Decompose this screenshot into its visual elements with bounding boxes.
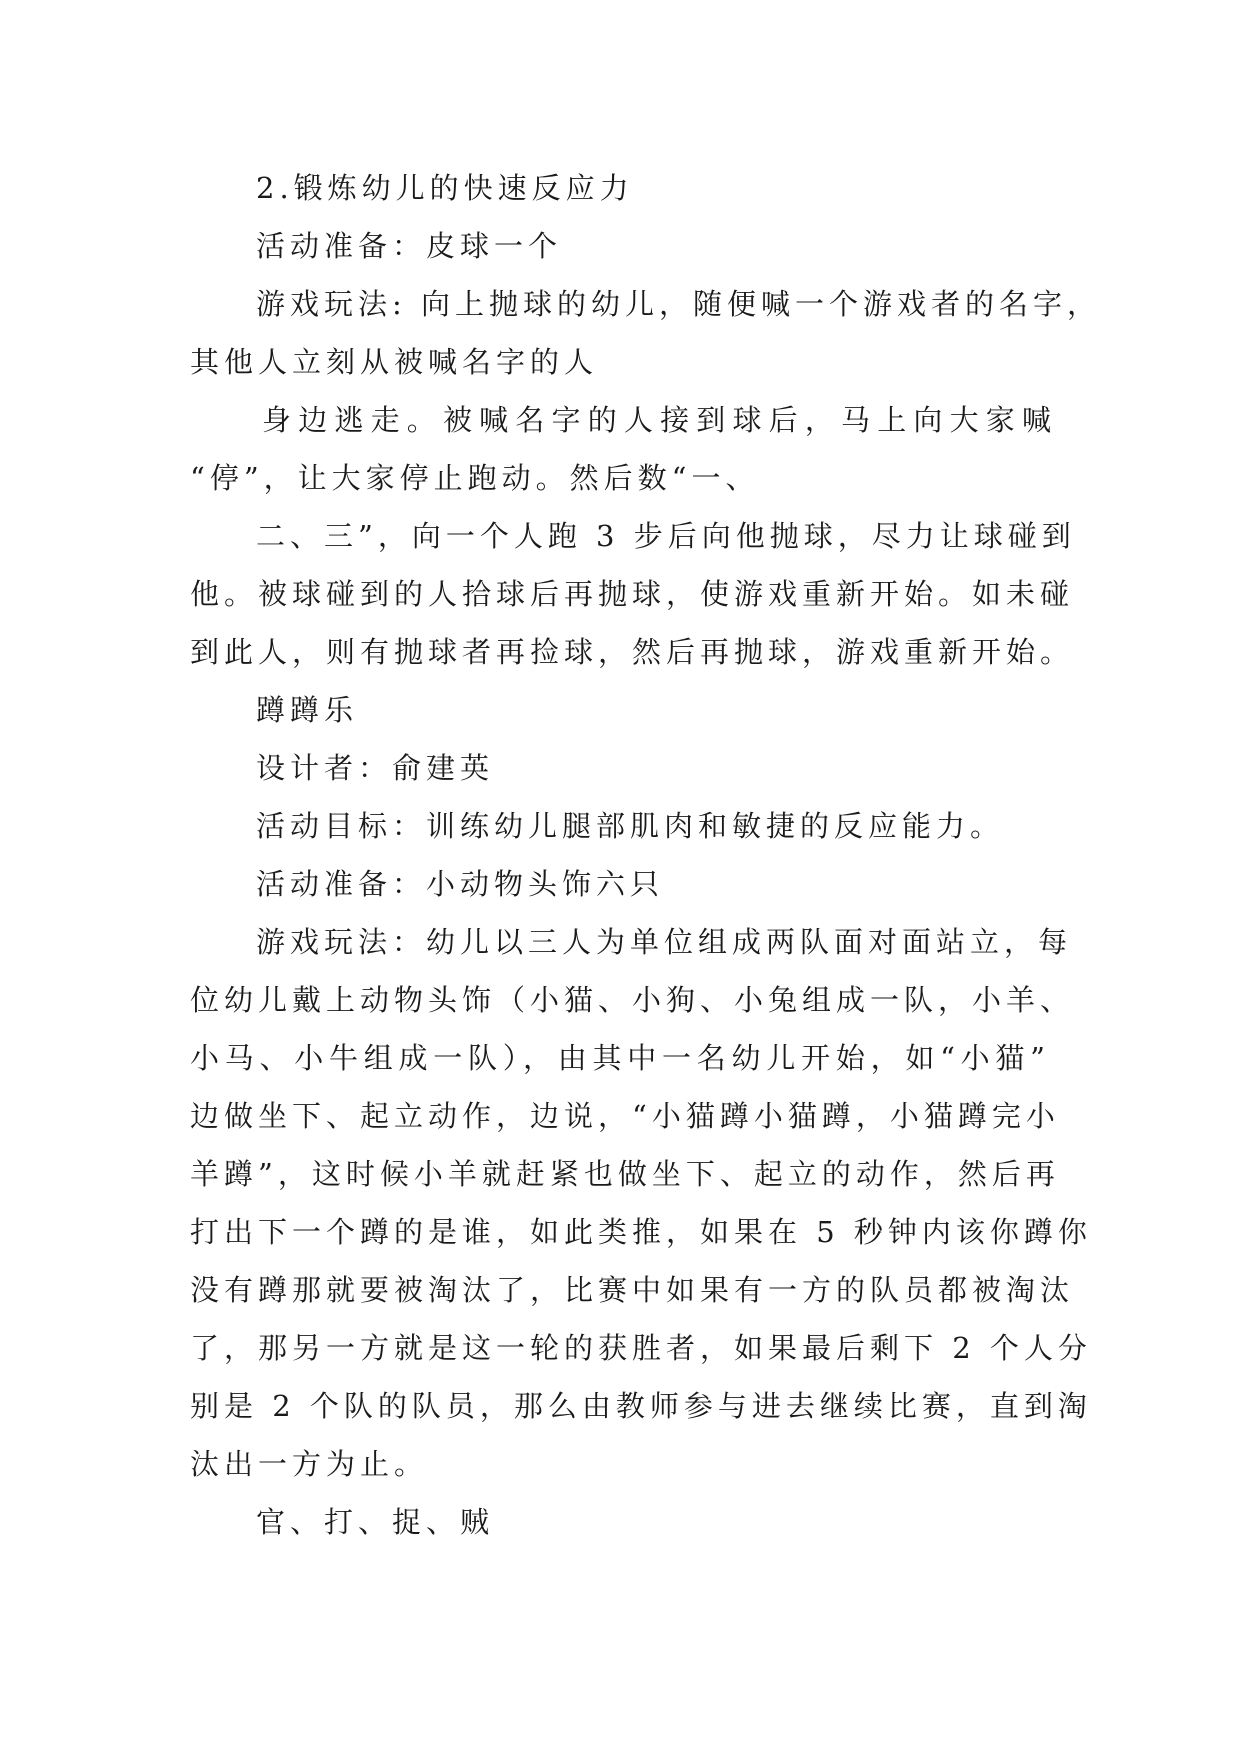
text-line-9: 到此人，则有抛球者再捡球，然后再抛球，游戏重新开始。 [190,635,1075,669]
text-line-6: “停”，让大家停止跑动。然后数“一、 [190,461,760,495]
text-line-5: 身边逃走。被喊名字的人接到球后，马上向大家喊 [262,403,1056,437]
text-line-20: 没有蹲那就要被淘汰了，比赛中如果有一方的队员都被淘汰 [190,1273,1075,1307]
text-line-4: 其他人立刻从被喊名字的人 [190,345,599,379]
text-line-22: 别是 2 个队的队员，那么由教师参与进去继续比赛，直到淘 [190,1389,1092,1423]
text-line-23: 汰出一方为止。 [190,1447,429,1481]
text-line-11: 设计者：俞建英 [256,751,495,785]
section-title-dundunle: 蹲蹲乐 [256,693,359,727]
text-line-1: 2.锻炼幼儿的快速反应力 [256,171,634,205]
text-line-12: 活动目标：训练幼儿腿部肌肉和敏捷的反应能力。 [256,809,1005,843]
text-line-17: 边做坐下、起立动作，边说，“小猫蹲小猫蹲，小猫蹲完小 [190,1099,1060,1133]
text-line-8: 他。被球碰到的人拾球后再抛球，使游戏重新开始。如未碰 [190,577,1075,611]
text-line-21: 了，那另一方就是这一轮的获胜者，如果最后剩下 2 个人分 [190,1331,1092,1365]
text-line-15: 位幼儿戴上动物头饰（小猫、小狗、小兔组成一队，小羊、 [190,983,1075,1017]
text-line-7: 二、三”，向一个人跑 3 步后向他抛球，尽力让球碰到 [256,519,1076,553]
text-line-2: 活动准备：皮球一个 [256,229,563,263]
text-line-16: 小马、小牛组成一队），由其中一名幼儿开始，如“小猫” [190,1041,1050,1075]
text-line-13: 活动准备：小动物头饰六只 [256,867,665,901]
text-line-18: 羊蹲”，这时候小羊就赶紧也做坐下、起立的动作，然后再 [190,1157,1060,1191]
text-line-3: 游戏玩法: 向上抛球的幼儿，随便喊一个游戏者的名字， [256,287,1101,321]
text-line-19: 打出下一个蹲的是谁，如此类推，如果在 5 秒钟内该你蹲你 [190,1215,1092,1249]
text-line-14: 游戏玩法：幼儿以三人为单位组成两队面对面站立，每 [256,925,1073,959]
section-title-guandazhuozei: 官、打、捉、贼 [256,1505,495,1539]
